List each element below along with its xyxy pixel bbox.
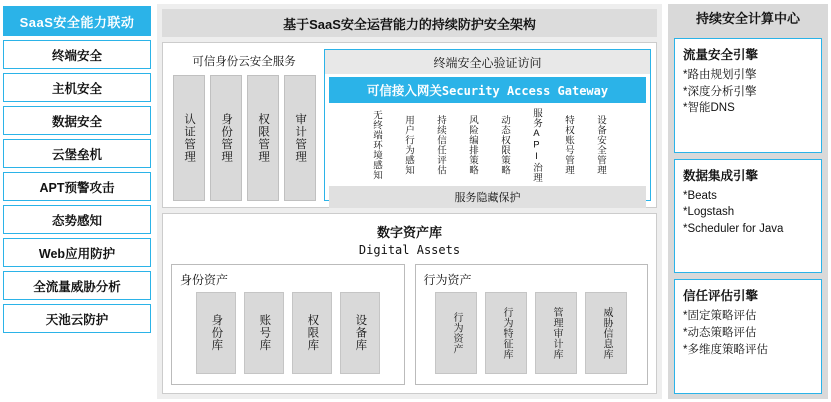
access-col-terminal-env[interactable] bbox=[362, 108, 390, 183]
asset-box-identity-lib[interactable] bbox=[196, 292, 236, 374]
data-engine-item-scheduler: *Scheduler for Java bbox=[683, 222, 784, 235]
computing-center-title: 持续安全计算中心 bbox=[695, 11, 800, 26]
saas-capability-column bbox=[3, 4, 151, 399]
trusted-identity-boxes bbox=[168, 75, 320, 201]
trusted-identity-box-audit-label: 审计管理 bbox=[294, 113, 307, 163]
architecture-header: 基于SaaS安全运营能力的持续防护安全架构 bbox=[162, 9, 657, 37]
asset-box-permission-lib-label: 权限库 bbox=[306, 314, 319, 352]
capability-item-web-protection[interactable]: Web应用防护 bbox=[3, 238, 151, 267]
access-col-privileged-account-label: 特权账号管理 bbox=[562, 115, 574, 176]
behavior-assets-group bbox=[415, 264, 649, 385]
trusted-identity-box-identity[interactable] bbox=[210, 75, 242, 201]
identity-assets-group bbox=[171, 264, 405, 385]
security-access-gateway-bar bbox=[329, 77, 646, 103]
access-col-continuous-trust-label: 持续信任评估 bbox=[434, 115, 446, 176]
access-col-terminal-env-label: 无终端环境感知 bbox=[370, 110, 382, 181]
computing-center-column bbox=[668, 4, 828, 399]
behavior-assets-label: 行为资产 bbox=[423, 273, 472, 287]
capability-item-data-security[interactable]: 数据安全 bbox=[3, 106, 151, 135]
gateway-label-cn: 可信接入网关 bbox=[366, 84, 442, 98]
access-col-service-api-label: 服务API治理 bbox=[530, 108, 542, 183]
trusted-identity-block bbox=[168, 49, 320, 201]
secure-access-title: 终端安全心验证访问 bbox=[325, 50, 650, 74]
service-hiding-bar: 服务隐藏保护 bbox=[329, 186, 646, 208]
data-integration-engine-card bbox=[674, 159, 822, 274]
digital-assets-groups bbox=[171, 264, 648, 385]
behavior-assets-boxes bbox=[422, 292, 642, 376]
trusted-identity-title: 可信身份云安全服务 bbox=[192, 56, 296, 68]
trust-evaluation-engine-title: 信任评估引擎 bbox=[683, 289, 759, 304]
asset-box-behavior-asset[interactable] bbox=[435, 292, 477, 374]
gateway-label-en: Security Access Gateway bbox=[441, 84, 609, 98]
asset-box-device-lib[interactable] bbox=[340, 292, 380, 374]
data-engine-item-beats: *Beats bbox=[683, 189, 717, 202]
trusted-identity-box-auth-label: 认证管理 bbox=[183, 113, 196, 163]
traffic-engine-item-smart-dns: *智能DNS bbox=[683, 102, 735, 115]
trusted-identity-box-permission-label: 权限管理 bbox=[257, 113, 270, 163]
digital-assets-title-en: Digital Assets bbox=[358, 243, 461, 257]
capability-item-tianchi-cloud-protection[interactable]: 天池云防护 bbox=[3, 304, 151, 333]
trust-engine-item-multidim-policy: *多维度策略评估 bbox=[683, 343, 768, 356]
trust-engine-item-fixed-policy: *固定策略评估 bbox=[683, 310, 757, 323]
trusted-identity-box-permission[interactable] bbox=[247, 75, 279, 201]
capability-item-situation-awareness[interactable]: 态势感知 bbox=[3, 205, 151, 234]
capability-item-host-security[interactable]: 主机安全 bbox=[3, 73, 151, 102]
identity-assets-boxes bbox=[178, 292, 398, 376]
trust-engine-item-dynamic-policy: *动态策略评估 bbox=[683, 326, 757, 339]
architecture-upper-panel bbox=[162, 42, 657, 208]
capability-item-cloud-bastion[interactable]: 云堡垒机 bbox=[3, 139, 151, 168]
access-col-service-api[interactable] bbox=[522, 108, 550, 183]
digital-assets-title-cn: 数字资产库 bbox=[376, 225, 442, 240]
capability-item-traffic-threat-analysis[interactable]: 全流量威胁分析 bbox=[3, 271, 151, 300]
trusted-identity-box-auth[interactable] bbox=[173, 75, 205, 201]
access-col-dynamic-permission[interactable] bbox=[490, 108, 518, 183]
traffic-security-engine-card bbox=[674, 38, 822, 153]
asset-box-identity-lib-label: 身份库 bbox=[210, 314, 223, 352]
digital-assets-panel bbox=[162, 213, 657, 394]
asset-box-management-audit-lib-label: 管理审计库 bbox=[551, 306, 562, 360]
secure-access-block bbox=[324, 49, 651, 204]
saas-capability-title: SaaS安全能力联动 bbox=[3, 6, 151, 36]
capability-item-apt-warning[interactable]: APT预警攻击 bbox=[3, 172, 151, 201]
secure-access-columns bbox=[325, 106, 650, 186]
asset-box-device-lib-label: 设备库 bbox=[354, 314, 367, 352]
asset-box-behavior-feature-lib[interactable] bbox=[485, 292, 527, 374]
data-integration-engine-title: 数据集成引擎 bbox=[683, 168, 759, 183]
asset-box-account-lib[interactable] bbox=[244, 292, 284, 374]
architecture-column bbox=[157, 4, 662, 399]
asset-box-management-audit-lib[interactable] bbox=[535, 292, 577, 374]
data-engine-item-logstash: *Logstash bbox=[683, 206, 735, 219]
trusted-identity-box-audit[interactable] bbox=[284, 75, 316, 201]
access-col-user-behavior[interactable] bbox=[394, 108, 422, 183]
access-col-privileged-account[interactable] bbox=[554, 108, 582, 183]
trust-evaluation-engine-card bbox=[674, 279, 822, 394]
asset-box-permission-lib[interactable] bbox=[292, 292, 332, 374]
asset-box-threat-info-lib-label: 威胁信息库 bbox=[601, 306, 612, 360]
access-col-continuous-trust[interactable] bbox=[426, 108, 454, 183]
traffic-engine-item-deep-analysis: *深度分析引擎 bbox=[683, 85, 757, 98]
asset-box-behavior-asset-label: 行为资产 bbox=[451, 312, 462, 354]
traffic-security-engine-title: 流量安全引擎 bbox=[683, 47, 759, 62]
trusted-identity-box-identity-label: 身份管理 bbox=[220, 113, 233, 163]
access-col-dynamic-permission-label: 动态权限策略 bbox=[498, 115, 510, 176]
access-col-user-behavior-label: 用户行为感知 bbox=[402, 115, 414, 176]
asset-box-account-lib-label: 账号库 bbox=[258, 314, 271, 352]
identity-assets-label: 身份资产 bbox=[180, 273, 229, 287]
asset-box-threat-info-lib[interactable] bbox=[585, 292, 627, 374]
traffic-engine-item-routing: *路由规划引擎 bbox=[683, 68, 757, 81]
access-col-device-security[interactable] bbox=[586, 108, 614, 183]
asset-box-behavior-feature-lib-label: 行为特征库 bbox=[501, 306, 512, 360]
access-col-risk-orchestration[interactable] bbox=[458, 108, 486, 183]
access-col-device-security-label: 设备安全管理 bbox=[594, 115, 606, 176]
access-col-risk-orchestration-label: 风险编排策略 bbox=[466, 115, 478, 176]
capability-item-terminal-security[interactable]: 终端安全 bbox=[3, 40, 151, 69]
